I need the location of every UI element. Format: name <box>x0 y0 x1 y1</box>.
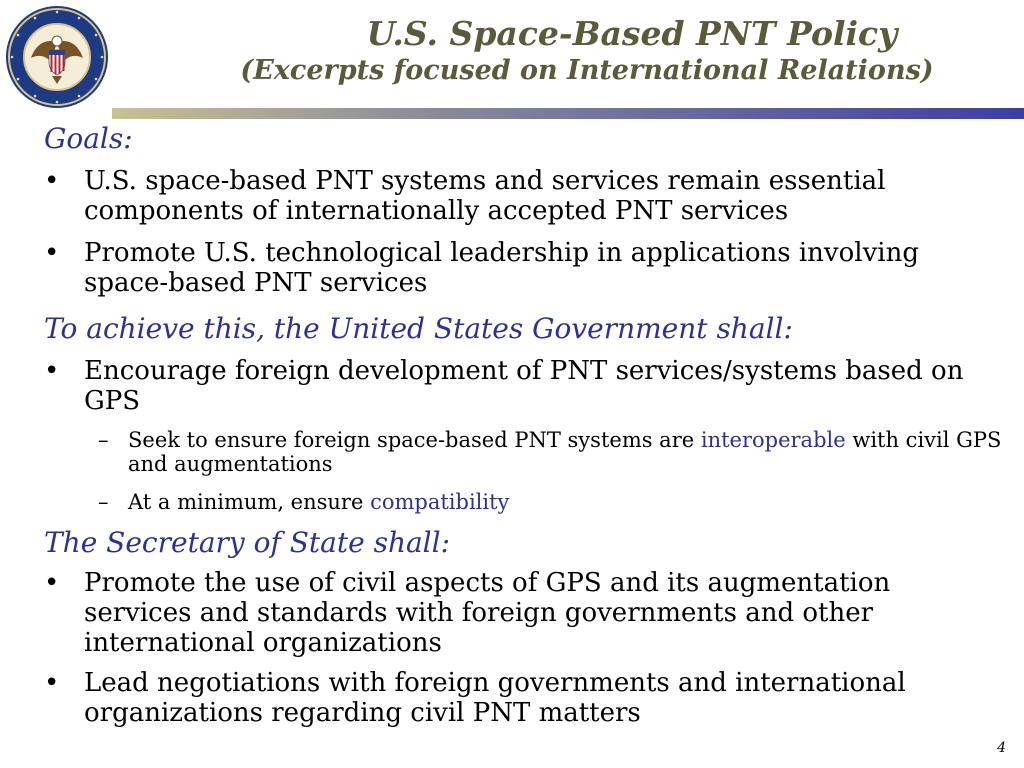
achieve-sublist <box>44 428 1004 514</box>
secretary-bullet-2-text: Lead negotiations with foreign governments and international organizations regarding civil PNT matters <box>84 668 906 728</box>
slide-title-line2: (Excerpts focused on International Relations) <box>240 55 934 86</box>
title-divider-bar <box>112 108 1024 119</box>
compatibility-highlight: compatibility <box>370 490 510 514</box>
page-number: 4 <box>997 740 1006 756</box>
achieve-bullet-1 <box>44 356 1004 416</box>
bullet-glyph: • <box>44 166 60 196</box>
achieve-sub-bullet-2 <box>44 490 1004 514</box>
achieve-list <box>44 356 1004 416</box>
bullet-glyph: • <box>44 568 60 598</box>
slide-body <box>44 122 1004 728</box>
dash-glyph: – <box>98 428 109 452</box>
sub2-text-before: At a minimum, ensure <box>128 490 371 514</box>
sub1-text-before: Seek to ensure foreign space-based PNT systems are <box>128 428 701 452</box>
bullet-glyph: • <box>44 356 60 386</box>
sub1-text-after: with civil GPS and augmentations <box>128 428 1002 476</box>
secretary-bullet-1-text: Promote the use of civil aspects of GPS and its augmentation services and standards with foreign governments and other international organizations <box>84 568 891 658</box>
secretary-bullet-2 <box>44 668 1004 728</box>
goals-bullet-2-text: Promote U.S. technological leadership in applications involving space-based PNT services <box>84 238 919 298</box>
secretary-bullet-1 <box>44 568 1004 658</box>
goals-bullet-1-text: U.S. space-based PNT systems and services remain essential components of internationally accepted PNT services <box>84 166 886 226</box>
dash-glyph: – <box>98 490 109 514</box>
achieve-bullet-1-text: Encourage foreign development of PNT services/systems based on GPS <box>84 356 964 416</box>
goals-bullet-2 <box>44 238 1004 298</box>
goals-bullet-1 <box>44 166 1004 226</box>
achieve-heading: To achieve this, the United States Government shall: <box>44 312 793 345</box>
interoperable-highlight: interoperable <box>700 428 846 452</box>
secretary-heading: The Secretary of State shall: <box>44 526 451 559</box>
slide-title-line1: U.S. Space-Based PNT Policy <box>366 14 898 53</box>
bullet-glyph: • <box>44 238 60 268</box>
achieve-sub-bullet-1 <box>44 428 1004 476</box>
department-of-state-seal-logo <box>4 4 110 110</box>
goals-heading: Goals: <box>44 122 133 155</box>
bullet-glyph: • <box>44 668 60 698</box>
slide-title <box>120 14 1014 88</box>
goals-list <box>44 166 1004 298</box>
secretary-list <box>44 568 1004 728</box>
